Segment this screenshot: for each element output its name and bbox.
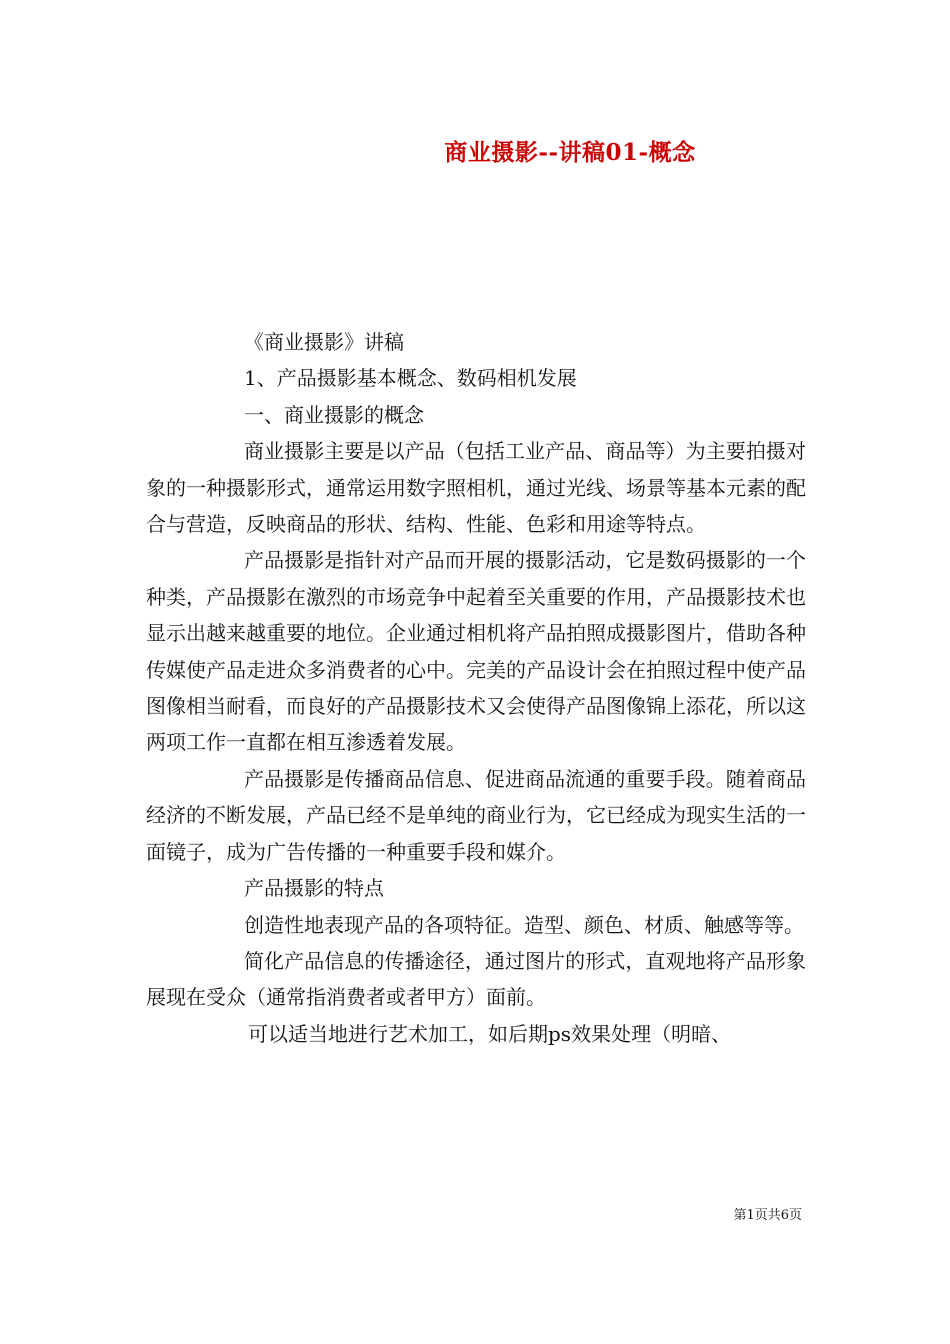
paragraph-definition: 商业摄影主要是以产品（包括工业产品、商品等）为主要拍摄对象的一种摄影形式，通常运用数字照相机，通过光线、场景等基本元素的配合与营造，反映商品的形状、结构、性能、色彩和用途等特点。 <box>146 439 806 537</box>
paragraph-product-photography: 产品摄影是指针对产品而开展的摄影活动，它是数码摄影的一个种类，产品摄影在激烈的市场竞争中起着至关重要的作用，产品摄影技术也显示出越来越重要的地位。企业通过相机将产品拍照成摄影图片，借助各种传媒使产品走进众多消费者的心中。完美的产品设计会在拍照过程中使产品图像相当耐看，而良好的产品摄影技术又会使得产品图像锦上添花，所以这两项工作一直都在相互渗透着发展。 <box>146 548 806 755</box>
paragraph-section-heading: 1、产品摄影基本概念、数码相机发展 <box>244 366 577 391</box>
document-title: 商业摄影--讲稿01-概念 <box>444 139 696 166</box>
paragraph-feature-simplify: 简化产品信息的传播途径，通过图片的形式，直观地将产品形象展现在受众（通常指消费者或者甲方）面前。 <box>146 948 806 1010</box>
paragraph-feature-creative: 创造性地表现产品的各项特征。造型、颜色、材质、触感等等。 <box>244 912 804 937</box>
page-number-footer: 第1页共6页 <box>733 1208 802 1223</box>
paragraph-communication: 产品摄影是传播商品信息、促进商品流通的重要手段。随着商品经济的不断发展，产品已经不是单纯的商业行为，它已经成为现实生活的一面镜子，成为广告传播的一种重要手段和媒介。 <box>146 766 806 864</box>
paragraph-features-heading: 产品摄影的特点 <box>244 876 384 901</box>
document-body <box>146 324 806 1052</box>
paragraph-feature-art: 可以适当地进行艺术加工，如后期ps效果处理（明暗、 <box>248 1021 732 1046</box>
paragraph-lecture-heading: 《商业摄影》讲稿 <box>244 330 404 354</box>
paragraph-concept-heading: 一、商业摄影的概念 <box>244 402 424 427</box>
